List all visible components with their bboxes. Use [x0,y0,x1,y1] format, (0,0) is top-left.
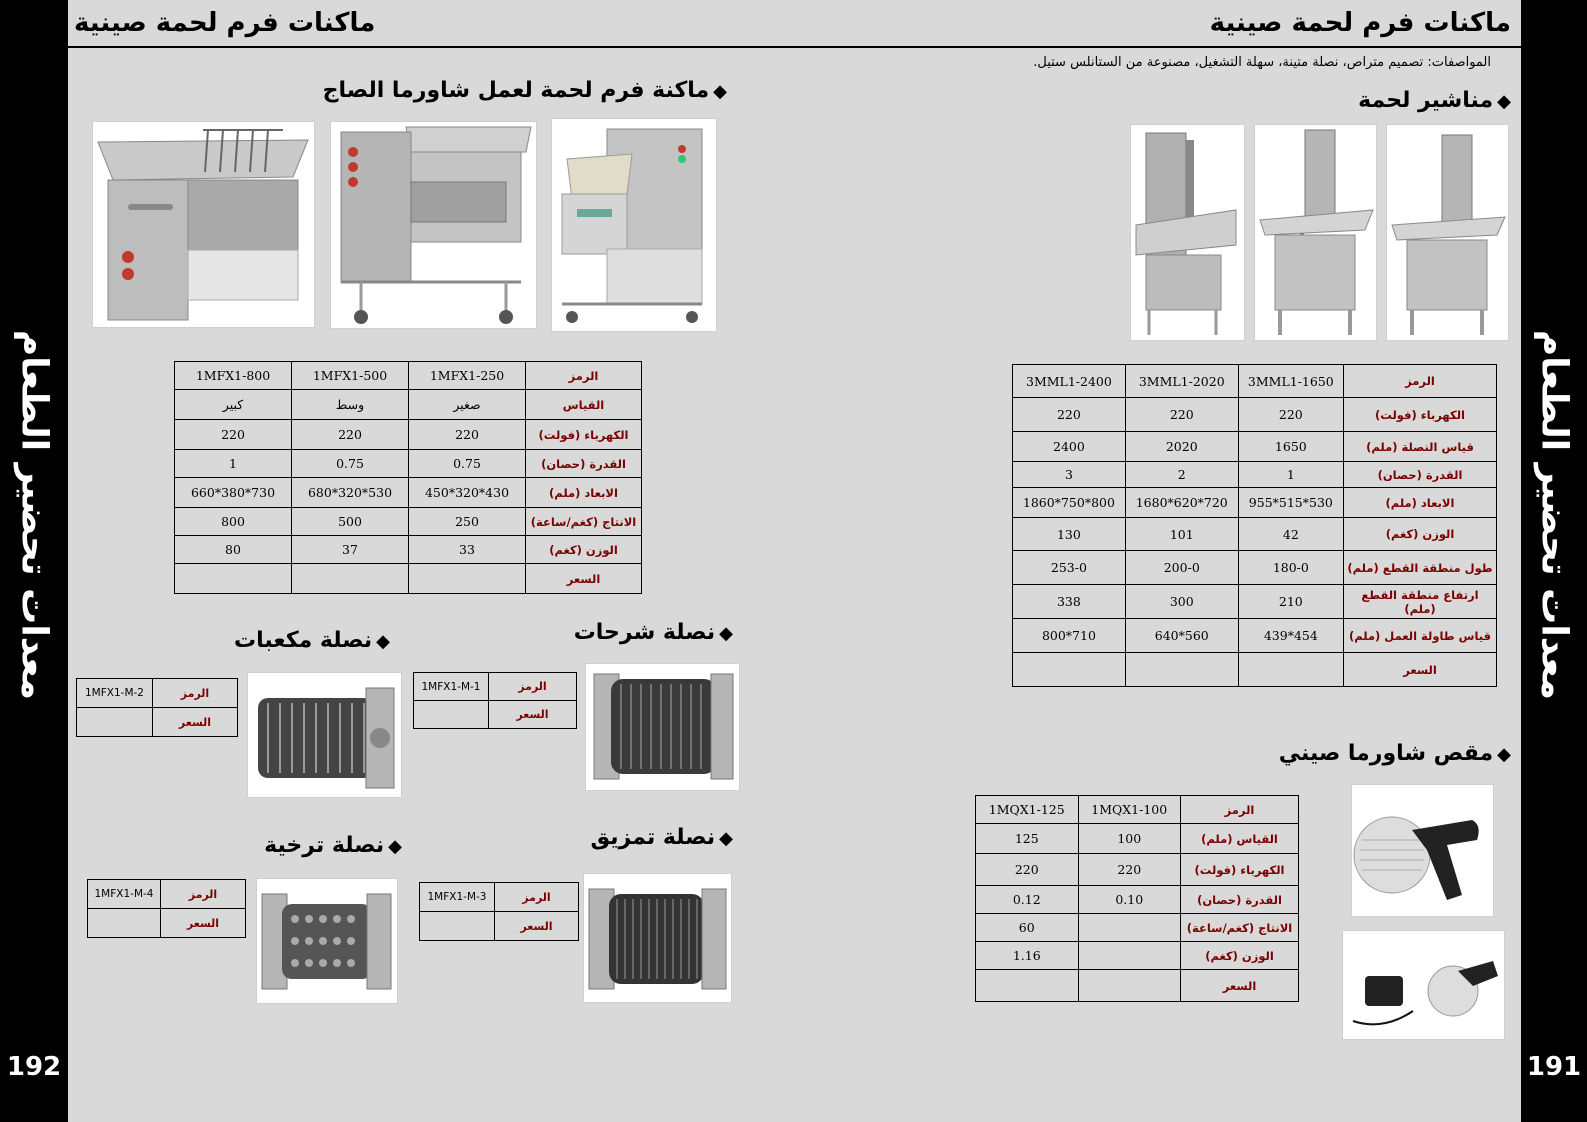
table-value-cell: 100 [1078,824,1181,854]
table-value-cell: 125 [976,824,1079,854]
table-label-cell: القدرة (حصان) [1344,462,1497,488]
table-value-cell: 800 [175,508,292,536]
table-value-cell: 338 [1013,585,1126,619]
table-value-cell: 710*800 [1013,619,1126,653]
table-value-cell: 1MFX1-800 [175,362,292,390]
table-value-cell: 250 [409,508,526,536]
header-title-left: ماكنات فرم لحمة صينية [74,8,376,38]
table-row [175,478,642,508]
table-label-cell: السعر [1181,970,1299,1002]
table-label-cell: الكهرباء (فولت) [1181,854,1299,886]
table-row [175,564,642,594]
table-row [175,420,642,450]
blade-slices-table: الرمز 1MFX1-M-1 السعر [413,672,577,729]
table-value-cell [976,970,1079,1002]
section-title-saws: ◆مناشير لحمة [1358,88,1511,113]
table-row [1013,518,1497,551]
section-title-mincer: ◆ماكنة فرم لحمة لعمل شاورما الصاج [322,78,727,103]
table-row [976,796,1299,824]
diamond-bullet-icon: ◆ [388,836,402,857]
mincer-photo-small [551,118,717,332]
table-label-cell: قياس طاولة العمل (ملم) [1344,619,1497,653]
table-value-cell: 80 [175,536,292,564]
table-value-cell [1078,970,1181,1002]
table-row [1013,462,1497,488]
table-value-cell: 130 [1013,518,1126,551]
table-value-cell: صغير [409,390,526,420]
table-value-cell [292,564,409,594]
table-value-cell: 300 [1125,585,1238,619]
table-label-cell: ارتفاع منطقة القطع (ملم) [1344,585,1497,619]
table-value-cell: 33 [409,536,526,564]
right-page-number: 191 [1526,1052,1582,1082]
table-label-cell: السعر [526,564,642,594]
table-label-cell: القدرة (حصان) [1181,886,1299,914]
table-value-cell: 720*620*1680 [1125,488,1238,518]
meat-mincer-large-icon [93,122,314,327]
table-value-cell: 180-0 [1238,551,1343,585]
table-label-cell: القدرة (حصان) [526,450,642,478]
table-value-cell: 220 [175,420,292,450]
band-saw-icon [1131,125,1244,340]
table-value-cell: 1 [175,450,292,478]
table-value-cell: 454*439 [1238,619,1343,653]
table-label-cell: السعر [1344,653,1497,687]
table-value-cell: 37 [292,536,409,564]
table-row [976,824,1299,854]
diamond-bullet-icon: ◆ [1497,91,1511,112]
diamond-bullet-icon: ◆ [719,623,733,644]
table-row [1013,653,1497,687]
diamond-bullet-icon: ◆ [376,631,390,652]
table-value-cell [175,564,292,594]
table-row [1013,619,1497,653]
specifications-text: المواصفات: تصميم متراص، نصلة متينة، سهلة التشغيل، مصنوعة من الستانلس ستيل. [1033,55,1491,70]
table-value-cell: وسط [292,390,409,420]
table-value-cell: 210 [1238,585,1343,619]
section-title-scissors: ◆مقص شاورما صيني [1278,741,1511,766]
table-value-cell: 0.10 [1078,886,1181,914]
table-value-cell: 3MML1-2400 [1013,365,1126,398]
table-value-cell: 220 [1125,398,1238,432]
shawarma-knife-icon [1352,785,1493,916]
table-row [175,450,642,478]
table-value-cell: 101 [1125,518,1238,551]
table-label-cell: الرمز [526,362,642,390]
diamond-bullet-icon: ◆ [719,828,733,849]
blade-chop-table: الرمز 1MFX1-M-4 السعر [87,879,246,938]
right-sidebar [1521,0,1587,1122]
section-title-blade-chop: ◆نصلة ترخية [264,833,402,858]
table-value-cell: 530*320*680 [292,478,409,508]
table-label-cell: قياس النصلة (ملم) [1344,432,1497,462]
table-row [175,362,642,390]
table-row [1013,365,1497,398]
table-value-cell: 1650 [1238,432,1343,462]
left-sidebar-title: معدات تحضير الطعام [13,329,55,701]
header-divider [68,46,1521,48]
table-value-cell: 800*750*1860 [1013,488,1126,518]
left-sidebar [0,0,68,1122]
blade-cubes-photo [247,672,402,798]
table-value-cell: 220 [976,854,1079,886]
table-row [976,942,1299,970]
table-value-cell: 1 [1238,462,1343,488]
meat-mincer-medium-icon [331,122,536,328]
meat-mincer-small-icon [552,119,716,331]
table-label-cell: القياس (ملم) [1181,824,1299,854]
table-value-cell: 0.12 [976,886,1079,914]
table-row [175,508,642,536]
table-row [1013,585,1497,619]
table-value-cell: 530*515*955 [1238,488,1343,518]
table-value-cell: 730*380*660 [175,478,292,508]
table-row [1013,551,1497,585]
table-value-cell: 2020 [1125,432,1238,462]
table-value-cell: كبير [175,390,292,420]
table-row [175,536,642,564]
right-sidebar-title: معدات تحضير الطعام [1533,329,1575,701]
table-value-cell [409,564,526,594]
table-value-cell: 60 [976,914,1079,942]
table-value-cell: 0.75 [409,450,526,478]
table-value-cell: 1.16 [976,942,1079,970]
blade-shred-table: الرمز 1MFX1-M-3 السعر [419,882,579,941]
table-value-cell: 500 [292,508,409,536]
left-page-number: 192 [6,1052,62,1082]
table-label-cell: طول منطقة القطع (ملم) [1344,551,1497,585]
table-value-cell: 42 [1238,518,1343,551]
band-saw-icon [1387,125,1508,340]
table-value-cell: 3MML1-1650 [1238,365,1343,398]
band-saw-icon [1255,125,1376,340]
table-value-cell: 3 [1013,462,1126,488]
blade-cubes-table: الرمز 1MFX1-M-2 السعر [76,678,238,737]
table-label-cell: الوزن (كغم) [1181,942,1299,970]
table-value-cell: 0.75 [292,450,409,478]
saw-photo-2 [1254,124,1377,341]
table-value-cell [1238,653,1343,687]
section-title-blade-shred: ◆نصلة تمزيق [590,825,733,850]
table-value-cell: 430*320*450 [409,478,526,508]
blade-chop-photo [256,878,398,1004]
table-label-cell: الكهرباء (فولت) [1344,398,1497,432]
scissors-photo-1 [1351,784,1494,917]
table-label-cell: الكهرباء (فولت) [526,420,642,450]
table-label-cell: الانتاج (كغم/ساعة) [1181,914,1299,942]
mincer-spec-table [174,361,642,594]
blade-assembly-icon [584,874,731,1002]
table-row [976,914,1299,942]
table-value-cell: 2 [1125,462,1238,488]
table-label-cell: الوزن (كغم) [526,536,642,564]
saw-photo-3 [1386,124,1509,341]
blade-assembly-icon [248,673,401,797]
table-row [976,970,1299,1002]
table-row [1013,432,1497,462]
table-row [976,854,1299,886]
blade-slices-photo [585,663,740,791]
scissors-spec-table [975,795,1299,1002]
table-value-cell [1078,942,1181,970]
table-label-cell: القياس [526,390,642,420]
mincer-photo-medium [330,121,537,329]
table-label-cell: الرمز [1344,365,1497,398]
section-title-blade-slices: ◆نصلة شرحات [573,620,733,645]
table-label-cell: الابعاد (ملم) [526,478,642,508]
blade-assembly-icon [586,664,739,790]
scissors-photo-2 [1342,930,1505,1040]
section-title-blade-cubes: ◆نصلة مكعبات [234,628,390,653]
table-value-cell: 220 [1013,398,1126,432]
blade-assembly-icon [257,879,397,1003]
table-value-cell: 220 [1238,398,1343,432]
table-value-cell: 220 [409,420,526,450]
table-row [175,390,642,420]
table-value-cell [1078,914,1181,942]
table-label-cell: الابعاد (ملم) [1344,488,1497,518]
table-label-cell: الوزن (كغم) [1344,518,1497,551]
table-label-cell: الانتاج (كغم/ساعة) [526,508,642,536]
table-value-cell: 3MML1-2020 [1125,365,1238,398]
table-value-cell: 220 [1078,854,1181,886]
table-value-cell: 200-0 [1125,551,1238,585]
mincer-photo-large [92,121,315,328]
table-label-cell: الرمز [1181,796,1299,824]
shawarma-knife-set-icon [1343,931,1504,1039]
table-row [1013,488,1497,518]
saw-spec-table [1012,364,1497,687]
table-value-cell: 1MFX1-500 [292,362,409,390]
table-value-cell: 560*640 [1125,619,1238,653]
table-value-cell [1125,653,1238,687]
table-row [976,886,1299,914]
table-value-cell: 253-0 [1013,551,1126,585]
diamond-bullet-icon: ◆ [1497,744,1511,765]
header-title-right: ماكنات فرم لحمة صينية [1209,8,1511,38]
table-value-cell: 1MFX1-250 [409,362,526,390]
diamond-bullet-icon: ◆ [713,81,727,102]
table-row [1013,398,1497,432]
table-value-cell: 220 [292,420,409,450]
table-value-cell: 1MQX1-100 [1078,796,1181,824]
table-value-cell: 1MQX1-125 [976,796,1079,824]
blade-shred-photo [583,873,732,1003]
table-value-cell [1013,653,1126,687]
table-value-cell: 2400 [1013,432,1126,462]
saw-photo-1 [1130,124,1245,341]
